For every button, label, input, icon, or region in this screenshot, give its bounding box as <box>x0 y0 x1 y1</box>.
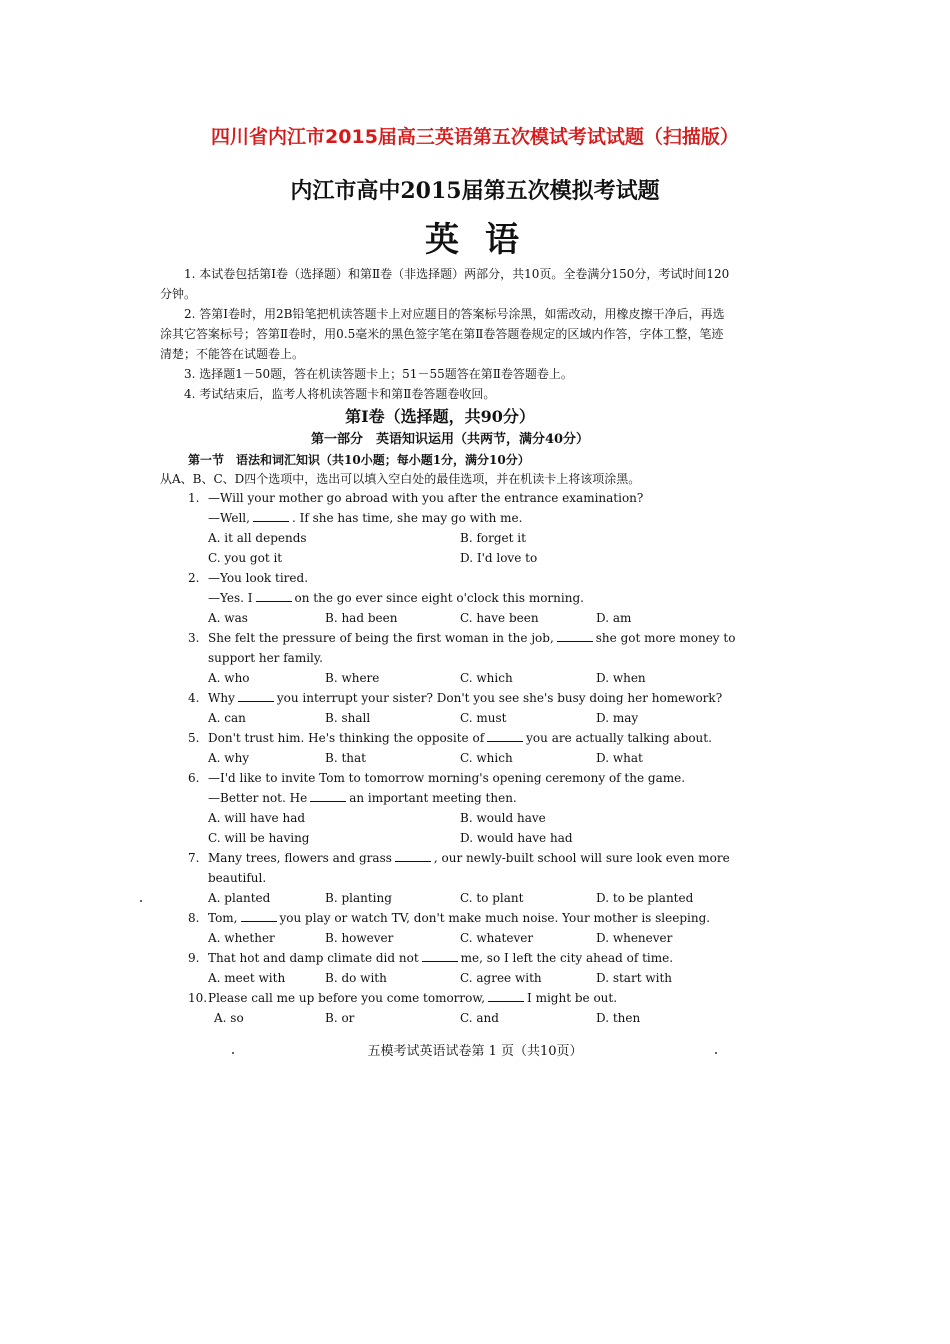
q2-option-c: C. have been <box>460 611 539 625</box>
answer-blank <box>395 849 431 862</box>
subject-heading: 英语 <box>425 220 545 260</box>
q6-option-b: B. would have <box>460 811 546 825</box>
section-title: 第一节 语法和词汇知识（共10小题；每小题1分，满分10分） <box>188 453 530 467</box>
note-1: 1. 本试卷包括第Ⅰ卷（选择题）和第Ⅱ卷（非选择题）两部分，共10页。全卷满分150分，考试时间120分钟。 <box>160 267 730 301</box>
answer-blank <box>422 949 458 962</box>
volume-title: 第Ⅰ卷（选择题，共90分） <box>345 407 535 426</box>
answer-blank <box>256 589 292 602</box>
answer-blank <box>238 689 274 702</box>
question-7-line-2: beautiful. <box>208 871 267 885</box>
answer-blank <box>253 509 289 522</box>
answer-blank <box>487 729 523 742</box>
question-5: 5. Don't trust him. He's thinking the opposite of you are actually talking about. <box>188 731 712 745</box>
q9-option-b: B. do with <box>325 971 387 985</box>
q2-option-d: D. am <box>596 611 632 625</box>
part-title: 第一部分 英语知识运用（共两节，满分40分） <box>310 432 590 447</box>
question-9: 9. That hot and damp climate did not me, so I left the city ahead of time. <box>188 951 674 965</box>
answer-blank <box>488 989 524 1002</box>
q4-option-d: D. may <box>596 711 639 725</box>
q1-option-c: C. you got it <box>208 551 283 565</box>
q2-option-a: A. was <box>208 611 248 625</box>
q7-option-d: D. to be planted <box>596 891 694 905</box>
question-4: 4. Why you interrupt your sister? Don't you see she's busy doing her homework? <box>188 691 723 705</box>
answer-blank <box>241 909 277 922</box>
q10-option-d: D. then <box>596 1011 641 1025</box>
scan-speck <box>715 1052 717 1054</box>
question-7: 7. Many trees, flowers and grass , our newly-built school will sure look even more <box>188 851 730 865</box>
q1-option-b: B. forget it <box>460 531 526 545</box>
q5-option-c: C. which <box>460 751 513 765</box>
q6-option-c: C. will be having <box>208 831 310 845</box>
question-8: 8. Tom, you play or watch TV, don't make much noise. Your mother is sleeping. <box>188 911 711 925</box>
question-6-line-2: —Better not. He an important meeting then. <box>208 791 517 805</box>
q10-option-c: C. and <box>460 1011 499 1025</box>
q3-option-d: D. when <box>596 671 646 685</box>
q4-option-a: A. can <box>208 711 246 725</box>
q9-option-d: D. start with <box>596 971 672 985</box>
q7-option-b: B. planting <box>325 891 392 905</box>
note-3: 3. 选择题1－50题，答在机读答题卡上；51－55题答在第Ⅱ卷答题卷上。 <box>184 367 573 381</box>
question-2-line-2: —Yes. I on the go ever since eight o'clock this morning. <box>208 591 584 605</box>
note-4: 4. 考试结束后，监考人将机读答题卡和第Ⅱ卷答题卷收回。 <box>184 387 496 401</box>
q1-option-a: A. it all depends <box>208 531 307 545</box>
question-3: 3. She felt the pressure of being the first woman in the job, she got more money to <box>188 631 736 645</box>
q4-option-c: C. must <box>460 711 507 725</box>
scan-speck <box>140 900 142 902</box>
q8-option-b: B. however <box>325 931 394 945</box>
scan-speck <box>232 1052 234 1054</box>
q6-option-a: A. will have had <box>208 811 306 825</box>
q3-option-b: B. where <box>325 671 380 685</box>
question-10: 10.Please call me up before you come tomorrow, I might be out. <box>188 991 618 1005</box>
q5-option-a: A. why <box>208 751 250 765</box>
q5-option-b: B. that <box>325 751 366 765</box>
question-2: 2. —You look tired. <box>188 571 309 585</box>
q8-option-c: C. whatever <box>460 931 534 945</box>
question-1-line-2: —Well, . If she has time, she may go with me. <box>208 511 523 525</box>
page-footer: 五模考试英语试卷第 1 页（共10页） <box>367 1044 583 1059</box>
q9-option-a: A. meet with <box>208 971 286 985</box>
q1-option-d: D. I'd love to <box>460 551 538 565</box>
answer-blank <box>557 629 593 642</box>
q10-option-b: B. or <box>325 1011 355 1025</box>
q3-option-c: C. which <box>460 671 513 685</box>
q4-option-b: B. shall <box>325 711 371 725</box>
q2-option-b: B. had been <box>325 611 398 625</box>
directions: 从A、B、C、D四个选项中，选出可以填入空白处的最佳选项，并在机读卡上将该项涂黑。 <box>160 472 641 486</box>
q8-option-d: D. whenever <box>596 931 673 945</box>
document-title: 四川省内江市2015届高三英语第五次模试考试试题（扫描版） <box>211 126 739 148</box>
question-3-line-2: support her family. <box>208 651 323 665</box>
q10-option-a: A. so <box>214 1011 244 1025</box>
q7-option-a: A. planted <box>208 891 271 905</box>
q6-option-d: D. would have had <box>460 831 573 845</box>
q9-option-c: C. agree with <box>460 971 542 985</box>
q5-option-d: D. what <box>596 751 643 765</box>
exam-title: 内江市高中2015届第五次模拟考试题 <box>290 178 660 204</box>
q8-option-a: A. whether <box>208 931 275 945</box>
question-6: 6. —I'd like to invite Tom to tomorrow morning's opening ceremony of the game. <box>188 771 686 785</box>
q3-option-a: A. who <box>208 671 250 685</box>
note-2: 2. 答第Ⅰ卷时，用2B铅笔把机读答题卡上对应题目的答案标号涂黑，如需改动，用橡皮擦干净后，再选涂其它答案标号；答第Ⅱ卷时，用0.5毫米的黑色签字笔在第Ⅱ卷答题卷规定的区域内作答，字体工整，笔迹清楚；不能答在试题卷上。 <box>160 307 725 361</box>
answer-blank <box>310 789 346 802</box>
q7-option-c: C. to plant <box>460 891 524 905</box>
question-1: 1. —Will your mother go abroad with you after the entrance examination? <box>188 491 644 505</box>
